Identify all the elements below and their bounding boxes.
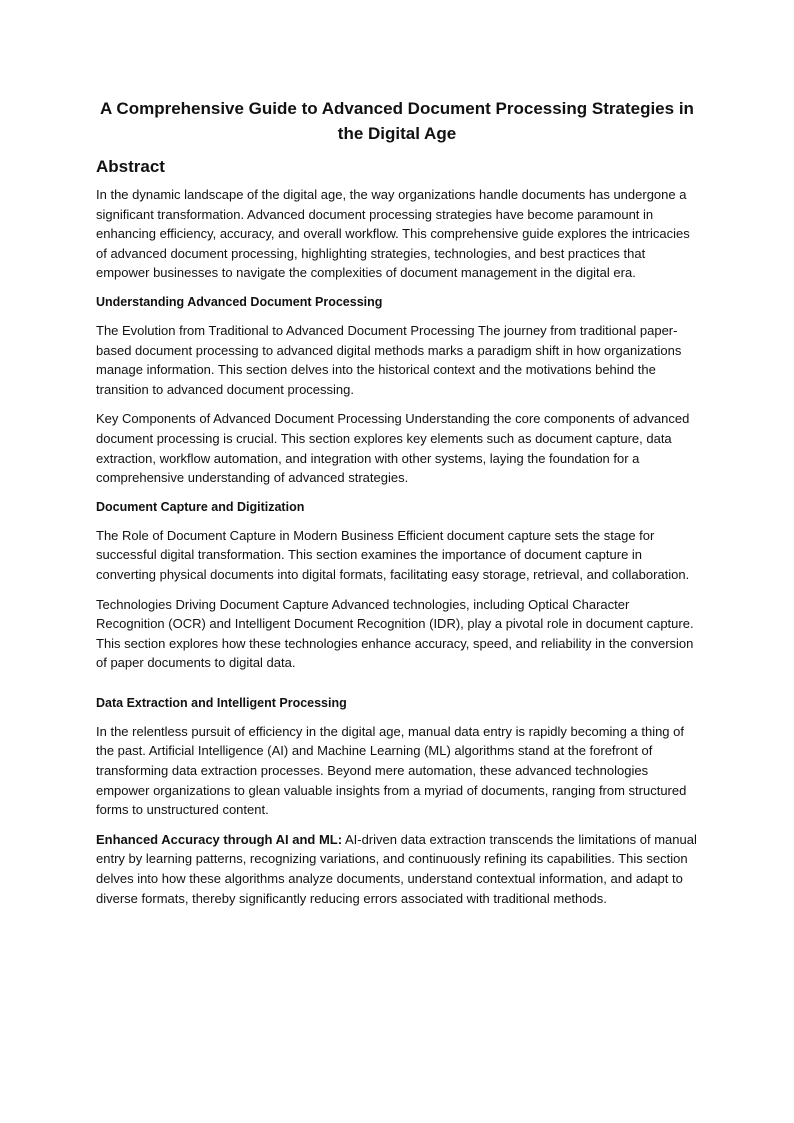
document-capture-technologies-paragraph: Technologies Driving Document Capture Advanced technologies, including Optical Character Recognition (OCR) and Intelligent Document Recognition (IDR), play a pivotal role in document capture. This section explores how these technologies enhance accuracy, speed, and reliability in the conversion of paper documents to digital data. bbox=[96, 596, 694, 671]
section-heading-understanding-advanced-document-processing: Understanding Advanced Document Processing bbox=[96, 294, 383, 309]
section-heading-data-extraction-and-intelligent-processing: Data Extraction and Intelligent Processing bbox=[96, 695, 347, 710]
evolution-paragraph: The Evolution from Traditional to Advanced Document Processing The journey from traditional paper-based document processing to advanced digital methods marks a paradigm shift in how organizations manage information. This section delves into the historical context and the motivations behind the transition to advanced document processing. bbox=[96, 322, 682, 397]
enhanced-accuracy-text: AI-driven data extraction transcends the limitations of manual entry by learning patterns, recognizing variations, and continuously refining its capabilities. This section delves into how these algorithms analyze documents, understand contextual information, and adapt to diverse formats, thereby significantly reducing errors associated with traditional methods. bbox=[96, 831, 697, 906]
abstract-heading: Abstract bbox=[96, 157, 165, 176]
document-content bbox=[96, 96, 698, 918]
enhanced-accuracy-paragraph bbox=[96, 830, 698, 908]
document-capture-role-paragraph: The Role of Document Capture in Modern Business Efficient document capture sets the stage for successful digital transformation. This section examines the importance of document capture in converting physical documents into digital formats, facilitating easy storage, retrieval, and collaboration. bbox=[96, 527, 690, 582]
enhanced-accuracy-label: Enhanced Accuracy through AI and ML: bbox=[96, 831, 343, 847]
data-extraction-intro-paragraph: In the relentless pursuit of efficiency in the digital age, manual data entry is rapidly becoming a thing of the past. Artificial Intelligence (AI) and Machine Learning (ML) algorithms stand at the forefront of transforming data extraction processes. Beyond mere automation, these advanced technologies empower organizations to glean valuable insights from a myriad of documents, ranging from structured forms to unstructured content. bbox=[96, 723, 687, 818]
document-title: A Comprehensive Guide to Advanced Document Processing Strategies in the Digital Age bbox=[100, 99, 694, 143]
section-heading-document-capture-and-digitization: Document Capture and Digitization bbox=[96, 499, 305, 514]
abstract-paragraph: In the dynamic landscape of the digital age, the way organizations handle documents has undergone a significant transformation. Advanced document processing strategies have become paramount in enhancing efficiency, accuracy, and overall workflow. This comprehensive guide explores the intricacies of advanced document processing, highlighting strategies, technologies, and best practices that empower businesses to navigate the complexities of document management in the digital era. bbox=[96, 187, 690, 281]
key-components-paragraph: Key Components of Advanced Document Processing Understanding the core components of advanced document processing is crucial. This section explores key elements such as document capture, data extraction, workflow automation, and integration with other systems, laying the foundation for a comprehensive understanding of advanced strategies. bbox=[96, 411, 690, 486]
